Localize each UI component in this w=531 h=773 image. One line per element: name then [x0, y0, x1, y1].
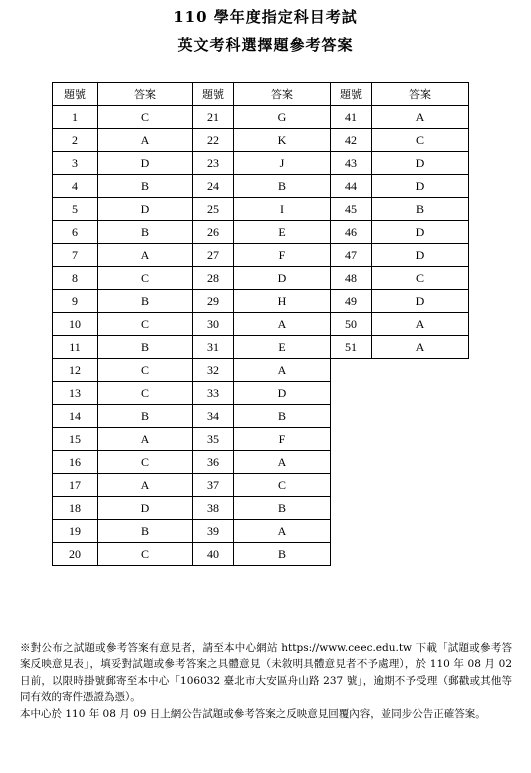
answer-cell: D: [98, 497, 193, 520]
question-number: 24: [193, 175, 234, 198]
question-number: 29: [193, 290, 234, 313]
header-answer-3: 答案: [372, 83, 469, 106]
question-number: 48: [331, 267, 372, 290]
answer-cell: A: [98, 474, 193, 497]
question-number: 12: [53, 359, 98, 382]
answer-cell: G: [234, 106, 331, 129]
empty-cell: [372, 382, 469, 405]
empty-cell: [331, 428, 372, 451]
question-number: 37: [193, 474, 234, 497]
answer-cell: D: [372, 244, 469, 267]
answer-cell: B: [234, 405, 331, 428]
question-number: 1: [53, 106, 98, 129]
empty-cell: [372, 520, 469, 543]
table-row: [53, 106, 469, 129]
answer-cell: C: [372, 129, 469, 152]
question-number: 5: [53, 198, 98, 221]
answer-cell: A: [372, 106, 469, 129]
question-number: 43: [331, 152, 372, 175]
answer-cell: C: [98, 543, 193, 566]
answer-cell: B: [234, 175, 331, 198]
question-number: 2: [53, 129, 98, 152]
table-row: [53, 313, 469, 336]
page-title: 110 學年度指定科目考試: [173, 8, 358, 26]
question-number: 47: [331, 244, 372, 267]
table-row: [53, 198, 469, 221]
table-row: [53, 175, 469, 198]
question-number: 3: [53, 152, 98, 175]
notice-paragraph-2: 本中心於 110 年 08 月 09 日上網公告試題或參考答案之反映意見回覆內容，並同步公告正確答案。: [20, 707, 486, 720]
question-number: 7: [53, 244, 98, 267]
answer-cell: C: [98, 359, 193, 382]
answer-cell: D: [234, 267, 331, 290]
answer-cell: A: [234, 313, 331, 336]
table-row: [53, 290, 469, 313]
answer-cell: H: [234, 290, 331, 313]
answer-cell: I: [234, 198, 331, 221]
table-row: [53, 474, 469, 497]
empty-cell: [372, 405, 469, 428]
question-number: 10: [53, 313, 98, 336]
empty-cell: [331, 405, 372, 428]
empty-cell: [331, 359, 372, 382]
answer-cell: A: [372, 336, 469, 359]
question-number: 19: [53, 520, 98, 543]
empty-cell: [372, 451, 469, 474]
question-number: 8: [53, 267, 98, 290]
question-number: 31: [193, 336, 234, 359]
answer-cell: C: [98, 382, 193, 405]
table-row: [53, 382, 469, 405]
answer-cell: B: [234, 543, 331, 566]
page-subtitle: 英文考科選擇題參考答案: [177, 36, 354, 54]
notice-text: [20, 640, 512, 722]
question-number: 49: [331, 290, 372, 313]
answer-cell: A: [234, 451, 331, 474]
question-number: 27: [193, 244, 234, 267]
empty-cell: [372, 359, 469, 382]
answer-cell: B: [98, 290, 193, 313]
table-row: [53, 451, 469, 474]
question-number: 40: [193, 543, 234, 566]
table-row: [53, 359, 469, 382]
question-number: 41: [331, 106, 372, 129]
question-number: 35: [193, 428, 234, 451]
table-row: [53, 520, 469, 543]
table-row: [53, 244, 469, 267]
answer-cell: D: [372, 290, 469, 313]
question-number: 25: [193, 198, 234, 221]
empty-cell: [372, 497, 469, 520]
empty-cell: [372, 428, 469, 451]
table-row: [53, 336, 469, 359]
header-number-1: 題號: [53, 83, 98, 106]
answer-cell: F: [234, 428, 331, 451]
question-number: 4: [53, 175, 98, 198]
empty-cell: [331, 497, 372, 520]
answer-cell: C: [234, 474, 331, 497]
question-number: 26: [193, 221, 234, 244]
answer-cell: C: [98, 267, 193, 290]
answer-cell: B: [98, 175, 193, 198]
question-number: 36: [193, 451, 234, 474]
answer-cell: F: [234, 244, 331, 267]
answer-cell: D: [372, 175, 469, 198]
table-row: [53, 129, 469, 152]
answer-cell: E: [234, 221, 331, 244]
answer-cell: A: [372, 313, 469, 336]
header-number-2: 題號: [193, 83, 234, 106]
header-answer-1: 答案: [98, 83, 193, 106]
answer-cell: B: [98, 405, 193, 428]
question-number: 14: [53, 405, 98, 428]
empty-cell: [331, 451, 372, 474]
question-number: 34: [193, 405, 234, 428]
answer-cell: C: [98, 451, 193, 474]
table-row: [53, 267, 469, 290]
header-answer-2: 答案: [234, 83, 331, 106]
answer-cell: D: [98, 152, 193, 175]
question-number: 20: [53, 543, 98, 566]
answer-cell: A: [98, 129, 193, 152]
table-row: [53, 543, 469, 566]
empty-cell: [372, 474, 469, 497]
answer-cell: B: [372, 198, 469, 221]
question-number: 28: [193, 267, 234, 290]
table-header-row: [53, 83, 469, 106]
answer-cell: C: [98, 106, 193, 129]
question-number: 33: [193, 382, 234, 405]
question-number: 42: [331, 129, 372, 152]
empty-cell: [331, 474, 372, 497]
question-number: 46: [331, 221, 372, 244]
answer-cell: A: [98, 244, 193, 267]
question-number: 15: [53, 428, 98, 451]
question-number: 38: [193, 497, 234, 520]
question-number: 6: [53, 221, 98, 244]
question-number: 9: [53, 290, 98, 313]
question-number: 17: [53, 474, 98, 497]
answer-cell: A: [98, 428, 193, 451]
answer-cell: D: [234, 382, 331, 405]
answer-cell: B: [234, 497, 331, 520]
header-number-3: 題號: [331, 83, 372, 106]
question-number: 50: [331, 313, 372, 336]
question-number: 39: [193, 520, 234, 543]
question-number: 16: [53, 451, 98, 474]
question-number: 22: [193, 129, 234, 152]
answer-cell: J: [234, 152, 331, 175]
table-row: [53, 152, 469, 175]
empty-cell: [331, 382, 372, 405]
notice-paragraph-1: ※對公布之試題或參考答案有意見者，請至本中心網站 https://www.ceec.edu.tw 下載「試題或參考答案反映意見表」，填妥對試題或參考答案之具體意見（未敘明具體意見者不予處理），於 110 年 08 月 02 日前，以限時掛號郵寄至本中心「106032 臺北市大安區舟山路 237 號」，逾期不予受理（郵戳或其他等同有效的寄件憑證為憑）。: [20, 642, 512, 704]
question-number: 21: [193, 106, 234, 129]
answer-cell: E: [234, 336, 331, 359]
answer-cell: D: [98, 198, 193, 221]
answer-cell: C: [372, 267, 469, 290]
question-number: 18: [53, 497, 98, 520]
question-number: 51: [331, 336, 372, 359]
answer-cell: D: [372, 221, 469, 244]
answer-cell: A: [234, 520, 331, 543]
empty-cell: [331, 520, 372, 543]
answer-cell: B: [98, 336, 193, 359]
table-row: [53, 428, 469, 451]
table-row: [53, 497, 469, 520]
question-number: 30: [193, 313, 234, 336]
empty-cell: [331, 543, 372, 566]
answer-cell: D: [372, 152, 469, 175]
question-number: 13: [53, 382, 98, 405]
answer-cell: A: [234, 359, 331, 382]
question-number: 23: [193, 152, 234, 175]
answer-cell: B: [98, 221, 193, 244]
answer-cell: K: [234, 129, 331, 152]
answer-cell: C: [98, 313, 193, 336]
empty-cell: [372, 543, 469, 566]
table-row: [53, 221, 469, 244]
question-number: 32: [193, 359, 234, 382]
answer-cell: B: [98, 520, 193, 543]
question-number: 44: [331, 175, 372, 198]
question-number: 45: [331, 198, 372, 221]
answer-table: [52, 82, 469, 566]
question-number: 11: [53, 336, 98, 359]
table-row: [53, 405, 469, 428]
